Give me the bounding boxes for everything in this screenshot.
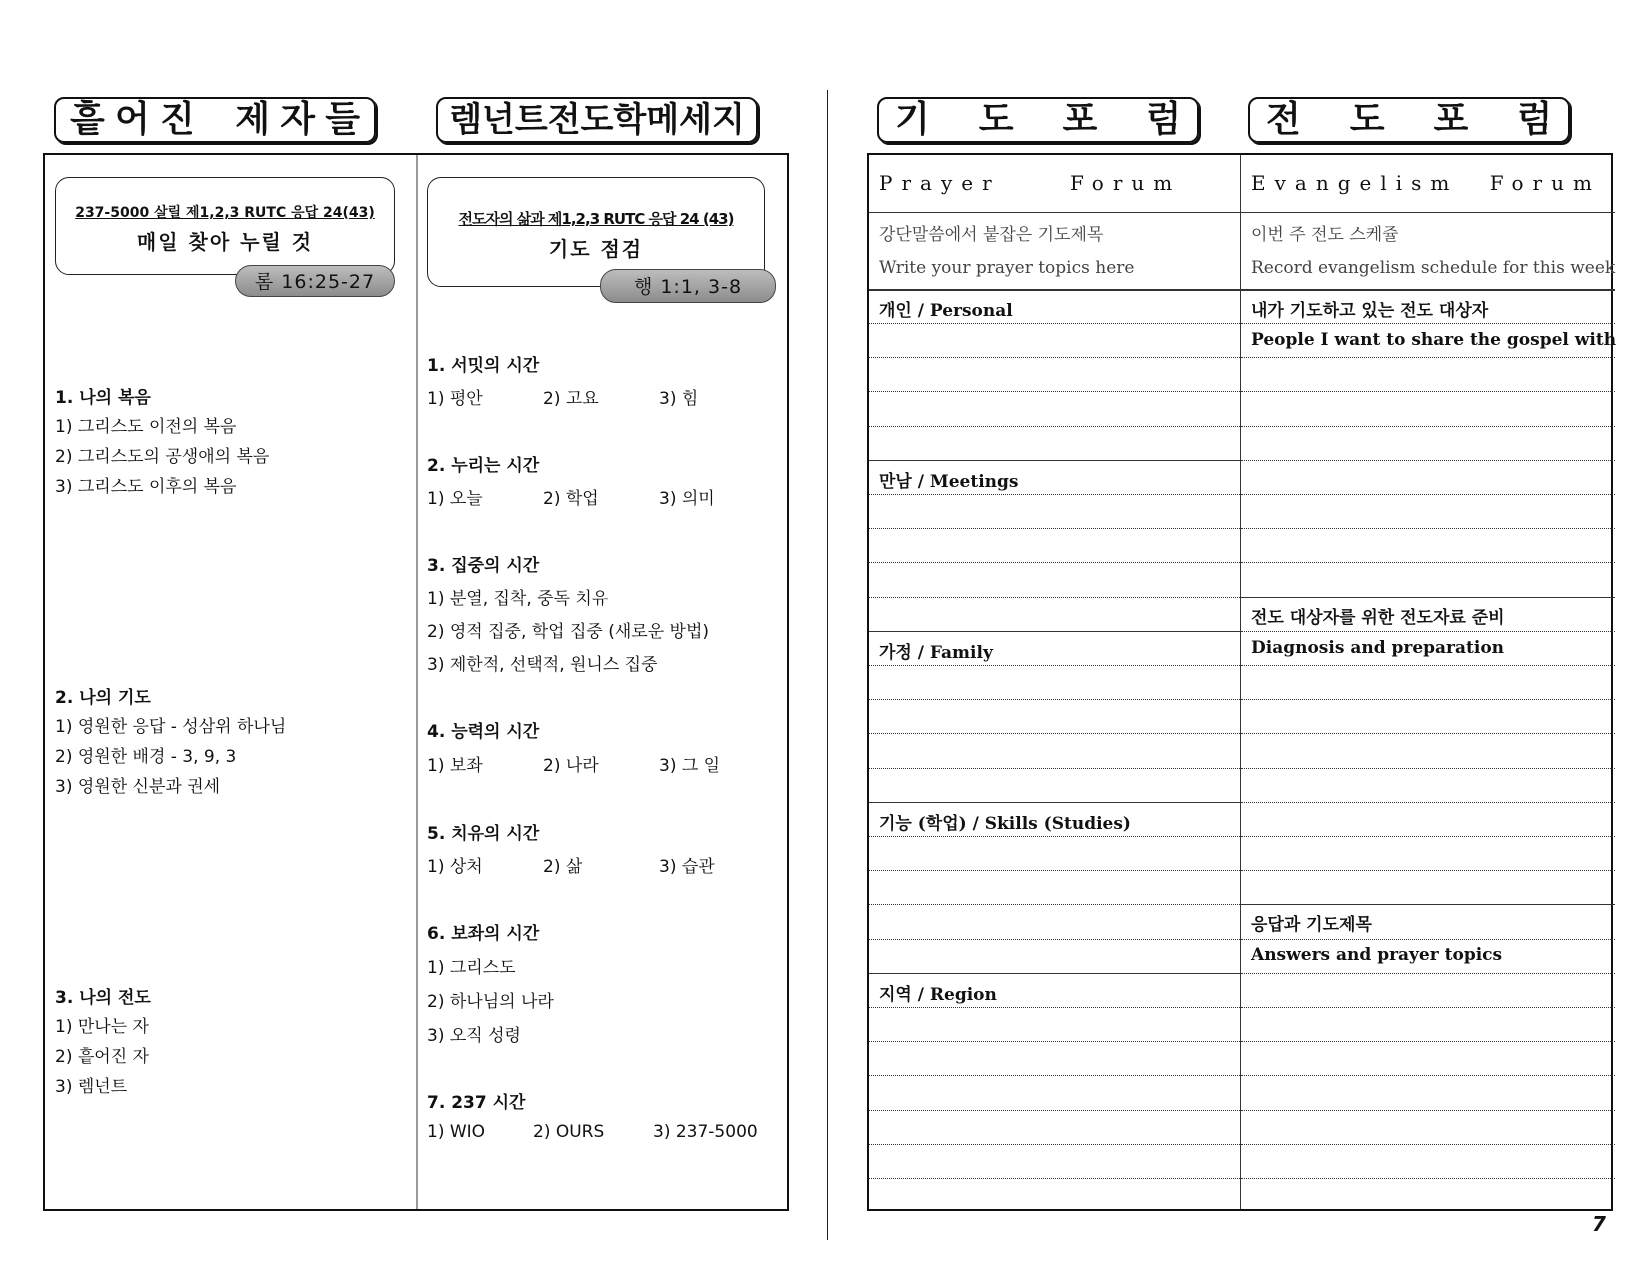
header-scattered-disciples — [54, 97, 376, 143]
forum-panel — [867, 153, 1617, 1211]
list-item: 2) 그리스도의 공생애의 복음 — [55, 447, 270, 467]
left-panel — [43, 153, 789, 1211]
section-title: 1. 서밋의 시간 — [427, 356, 540, 376]
list-item: 2) 삶 — [543, 857, 583, 877]
prayer-forum-title — [879, 171, 1234, 195]
list-item: 1) 분열, 집착, 중독 치유 — [427, 589, 609, 609]
dotted-rule — [869, 1007, 1240, 1008]
section-title: 1. 나의 복음 — [55, 388, 151, 408]
page-gutter — [827, 90, 828, 1240]
dotted-rule — [869, 426, 1240, 427]
dotted-rule — [1241, 323, 1615, 324]
prayer-sub-ko: 강단말씀에서 붙잡은 기도제목 — [879, 225, 1104, 245]
section-title: 2. 누리는 시간 — [427, 456, 540, 476]
dotted-rule — [869, 939, 1240, 940]
section-title: 5. 치유의 시간 — [427, 824, 540, 844]
section-title: 7. 237 시간 — [427, 1093, 526, 1113]
prayer-sub-en: Write your prayer topics here — [879, 258, 1135, 278]
dotted-rule — [1241, 802, 1615, 803]
evangelism-block-title: 전도 대상자를 위한 전도자료 준비 — [1251, 608, 1505, 628]
dotted-rule — [1241, 631, 1615, 632]
prayer-forum-title-text: Prayer Forum — [879, 171, 1182, 195]
dotted-rule — [1241, 768, 1615, 769]
list-item: 3) 제한적, 선택적, 원니스 집중 — [427, 655, 658, 675]
list-item: 2) 하나님의 나라 — [427, 992, 554, 1012]
dotted-rule — [1241, 460, 1615, 461]
list-item: 3) 렘넌트 — [55, 1077, 128, 1097]
section-title: 4. 능력의 시간 — [427, 722, 540, 742]
rule — [869, 289, 1240, 291]
list-item: 2) 흩어진 자 — [55, 1047, 149, 1067]
header-char: 진 — [160, 99, 195, 140]
evangelism-block-subtitle: People I want to share the gospel with — [1251, 330, 1617, 350]
header-char: 들 — [325, 99, 360, 140]
list-item: 2) 영적 집중, 학업 집중 (새로운 방법) — [427, 622, 710, 642]
header-prayer-forum — [877, 97, 1199, 143]
dotted-rule — [869, 528, 1240, 529]
evangelism-sub-en: Record evangelism schedule for this week — [1251, 258, 1616, 278]
header-char: 포 — [1062, 99, 1098, 140]
dotted-rule — [1241, 733, 1615, 734]
dotted-rule — [869, 768, 1240, 769]
dotted-rule — [869, 1144, 1240, 1145]
page-number: 7 — [1592, 1212, 1606, 1236]
dotted-rule — [1241, 1041, 1615, 1042]
verse-pill-col1: 롬 16:25-27 — [235, 265, 395, 297]
solid-rule — [869, 802, 1240, 803]
dotted-rule — [1241, 1178, 1615, 1179]
solid-rule — [1241, 904, 1615, 905]
list-item: 1) 상처 — [427, 857, 483, 877]
list-item: 1) 보좌 — [427, 756, 483, 776]
dotted-rule — [1241, 870, 1615, 871]
prayer-category: 만남 / Meetings — [879, 472, 1019, 492]
evangelism-sub-ko: 이번 주 전도 스케쥴 — [1251, 225, 1399, 245]
list-item: 1) 평안 — [427, 389, 483, 409]
list-item: 2) OURS — [533, 1122, 605, 1142]
list-item: 1) 영원한 응답 - 성삼위 하나님 — [55, 717, 287, 737]
evangelism-block-subtitle: Diagnosis and preparation — [1251, 638, 1505, 658]
solid-rule — [1241, 597, 1615, 598]
dotted-rule — [869, 562, 1240, 563]
list-item: 3) 영원한 신분과 권세 — [55, 777, 221, 797]
dotted-rule — [869, 1041, 1240, 1042]
header-text: 렘넌트전도학메세지 — [449, 100, 745, 140]
prayer-category: 개인 / Personal — [879, 301, 1013, 321]
dotted-rule — [1241, 665, 1615, 666]
inline-items — [427, 751, 720, 776]
dotted-rule — [1241, 699, 1615, 700]
header-char: 도 — [978, 99, 1014, 140]
verse-pill-col2: 행 1:1, 3-8 — [600, 269, 776, 303]
dotted-rule — [869, 699, 1240, 700]
list-item: 3) 237-5000 — [653, 1122, 758, 1142]
dotted-rule — [869, 665, 1240, 666]
header-evangelism-forum — [1248, 97, 1570, 143]
list-item: 3) 습관 — [659, 857, 715, 877]
title-box-col1 — [55, 177, 395, 275]
dotted-rule — [1241, 1110, 1615, 1111]
dotted-rule — [1241, 426, 1615, 427]
inline-items — [427, 384, 698, 409]
rule — [1241, 212, 1615, 213]
dotted-rule — [1241, 562, 1615, 563]
list-item: 3) 오직 성령 — [427, 1026, 521, 1046]
evangelism-block-subtitle: Answers and prayer topics — [1251, 945, 1503, 965]
dotted-rule — [1241, 973, 1615, 974]
header-char: 흩 — [70, 99, 105, 140]
dotted-rule — [869, 494, 1240, 495]
inline-items — [427, 852, 715, 877]
header-char: 기 — [895, 99, 930, 140]
rule — [869, 212, 1240, 213]
prayer-category: 가정 / Family — [879, 643, 993, 663]
list-item: 1) 만나는 자 — [55, 1017, 149, 1037]
inline-items — [427, 1122, 758, 1142]
header-char: 제 — [235, 99, 270, 140]
header-char: 럼 — [1146, 99, 1181, 140]
dotted-rule — [1241, 494, 1615, 495]
dotted-rule — [1241, 357, 1615, 358]
dotted-rule — [869, 904, 1240, 905]
list-item: 3) 그리스도 이후의 복음 — [55, 477, 237, 497]
rule — [1241, 289, 1615, 291]
list-item: 1) 그리스도 — [427, 958, 516, 978]
list-item: 2) 고요 — [543, 389, 599, 409]
dotted-rule — [869, 597, 1240, 598]
evangelism-forum-title — [1251, 171, 1611, 195]
evangelism-forum-title-text: Evangelism Forum — [1251, 171, 1601, 195]
section-title: 3. 집중의 시간 — [427, 556, 540, 576]
dotted-rule — [869, 1178, 1240, 1179]
list-item: 1) WIO — [427, 1122, 486, 1142]
inline-items — [427, 484, 715, 509]
list-item: 2) 영원한 배경 - 3, 9, 3 — [55, 747, 237, 767]
header-char: 자 — [280, 99, 315, 140]
title-box-main: 매일 찾아 누릴 것 — [136, 230, 314, 254]
prayer-category: 지역 / Region — [879, 985, 997, 1005]
dotted-rule — [1241, 836, 1615, 837]
dotted-rule — [869, 391, 1240, 392]
list-item: 1) 그리스도 이전의 복음 — [55, 417, 237, 437]
section-title: 3. 나의 전도 — [55, 988, 151, 1008]
dotted-rule — [1241, 1007, 1615, 1008]
dotted-rule — [869, 733, 1240, 734]
dotted-rule — [869, 1110, 1240, 1111]
header-char: 포 — [1433, 99, 1469, 140]
list-item: 3) 힘 — [659, 389, 699, 409]
list-item: 2) 학업 — [543, 489, 599, 509]
dotted-rule — [1241, 1144, 1615, 1145]
solid-rule — [869, 973, 1240, 974]
list-item: 1) 오늘 — [427, 489, 483, 509]
header-char: 럼 — [1517, 99, 1552, 140]
dotted-rule — [869, 1075, 1240, 1076]
dotted-rule — [1241, 391, 1615, 392]
evangelism-block-title: 내가 기도하고 있는 전도 대상자 — [1251, 301, 1489, 321]
section-title: 6. 보좌의 시간 — [427, 924, 540, 944]
section-title: 2. 나의 기도 — [55, 688, 151, 708]
header-char: 전 — [1266, 99, 1301, 140]
dotted-rule — [1241, 528, 1615, 529]
forum-column-divider — [1240, 155, 1241, 1209]
list-item: 2) 나라 — [543, 756, 599, 776]
solid-rule — [869, 631, 1240, 632]
column-divider — [416, 155, 418, 1209]
solid-rule — [869, 460, 1240, 461]
dotted-rule — [1241, 939, 1615, 940]
title-box-subtitle: 237-5000 살릴 제1,2,3 RUTC 응답 24(43) — [75, 205, 375, 221]
dotted-rule — [869, 357, 1240, 358]
list-item: 3) 그 일 — [659, 756, 721, 776]
evangelism-block-title: 응답과 기도제목 — [1251, 915, 1372, 935]
dotted-rule — [869, 836, 1240, 837]
header-char: 도 — [1349, 99, 1385, 140]
dotted-rule — [869, 870, 1240, 871]
list-item: 3) 의미 — [659, 489, 715, 509]
dotted-rule — [1241, 1075, 1615, 1076]
header-char: 어 — [115, 99, 150, 140]
dotted-rule — [869, 323, 1240, 324]
title-box-subtitle: 전도자의 삶과 제1,2,3 RUTC 응답 24 (43) — [458, 210, 734, 228]
header-remnant-message — [436, 97, 758, 143]
title-box-main: 기도 점검 — [548, 237, 644, 261]
prayer-category: 기능 (학업) / Skills (Studies) — [879, 814, 1131, 834]
